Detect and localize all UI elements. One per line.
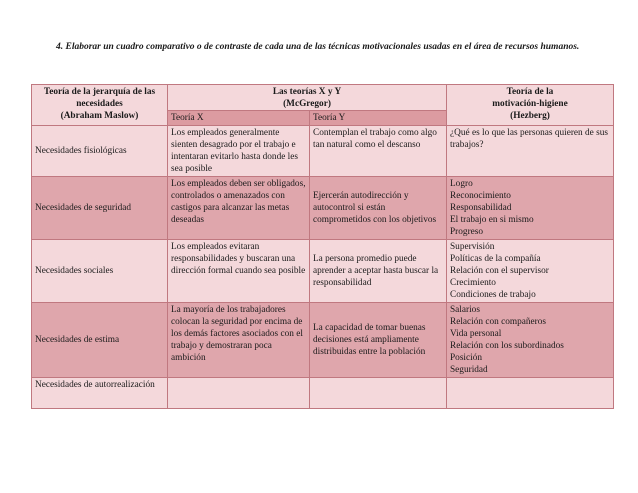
theory-x-cell: Los empleados evitaran responsabilidades y buscaran una dirección formal cuando sea posible [168, 240, 310, 303]
theory-x-cell [168, 378, 310, 409]
need-cell: Necesidades fisiológicas [32, 126, 168, 177]
header-herzberg [447, 85, 614, 126]
header-maslow-line: (Abraham Maslow) [60, 111, 139, 121]
table-row [32, 378, 614, 409]
header-maslow-line: necesidades [76, 99, 123, 109]
herzberg-item: Supervisión [450, 242, 495, 252]
need-cell: Necesidades sociales [32, 240, 168, 303]
herzberg-item: Crecimiento [450, 278, 496, 288]
theory-x-cell: Los empleados generalmente sienten desagrado por el trabajo e intentaran evitarlo hasta donde les sea posible [168, 126, 310, 177]
herzberg-item: Responsabilidad [450, 203, 512, 213]
herzberg-item: ¿Qué es lo que las personas quieren de sus trabajos? [450, 128, 609, 150]
header-herzberg-line: motivación-higiene [492, 99, 568, 109]
theory-y-cell: La persona promedio puede aprender a aceptar hasta buscar la responsabilidad [310, 240, 447, 303]
herzberg-item: Relación con los subordinados [450, 341, 564, 351]
herzberg-item: El trabajo en si mismo [450, 215, 534, 225]
table-row [32, 303, 614, 378]
header-maslow-line: Teoría de la jerarquía de las [43, 87, 156, 97]
herzberg-item: Logro [450, 179, 473, 189]
herzberg-item: Condiciones de trabajo [450, 290, 536, 300]
herzberg-item: Relación con el supervisor [450, 266, 549, 276]
theory-y-cell: Ejercerán autodirección y autocontrol si están comprometidos con los objetivos [310, 177, 447, 240]
question-title: 4. Elaborar un cuadro comparativo o de contraste de cada una de las técnicas motivacionales usadas en el área de recursos humanos. [56, 42, 580, 52]
header-mcgregor [168, 85, 447, 111]
table-row [32, 240, 614, 303]
theory-y-cell: Contemplan el trabajo como algo tan natural como el descanso [310, 126, 447, 177]
theory-x-cell: La mayoría de los trabajadores colocan la seguridad por encima de los demás factores asociados con el trabajo y demostraran poca ambición [168, 303, 310, 378]
herzberg-item: Reconocimiento [450, 191, 511, 201]
theory-y-cell [310, 378, 447, 409]
theory-y-cell: La capacidad de tomar buenas decisiones está ampliamente distribuidas entre la población [310, 303, 447, 378]
header-row [32, 85, 614, 111]
herzberg-cell [447, 126, 614, 177]
header-herzberg-line: (Hezberg) [510, 111, 550, 121]
herzberg-item: Salarios [450, 305, 480, 315]
herzberg-item: Vida personal [450, 329, 502, 339]
table-row [32, 126, 614, 177]
herzberg-item: Seguridad [450, 365, 488, 375]
need-cell: Necesidades de estima [32, 303, 168, 378]
theory-x-cell: Los empleados deben ser obligados, controlados o amenazados con castigos para alcanzar las metas deseadas [168, 177, 310, 240]
need-cell: Necesidades de seguridad [32, 177, 168, 240]
herzberg-cell [447, 177, 614, 240]
herzberg-cell [447, 378, 614, 409]
subheader-theory-x: Teoría X [168, 111, 310, 126]
need-cell: Necesidades de autorrealización [32, 378, 168, 409]
herzberg-item: Progreso [450, 227, 484, 237]
herzberg-item: Relación con compañeros [450, 317, 547, 327]
header-mcgregor-line: Las teorías X y Y [272, 87, 342, 97]
table-row [32, 177, 614, 240]
herzberg-item: Posición [450, 353, 483, 363]
subheader-theory-y: Teoría Y [310, 111, 447, 126]
comparison-table [31, 84, 614, 409]
header-maslow [32, 85, 168, 126]
header-mcgregor-line: (McGregor) [283, 99, 331, 109]
herzberg-cell [447, 303, 614, 378]
header-herzberg-line: Teoría de la [506, 87, 554, 97]
herzberg-item: Políticas de la compañía [450, 254, 541, 264]
herzberg-cell [447, 240, 614, 303]
